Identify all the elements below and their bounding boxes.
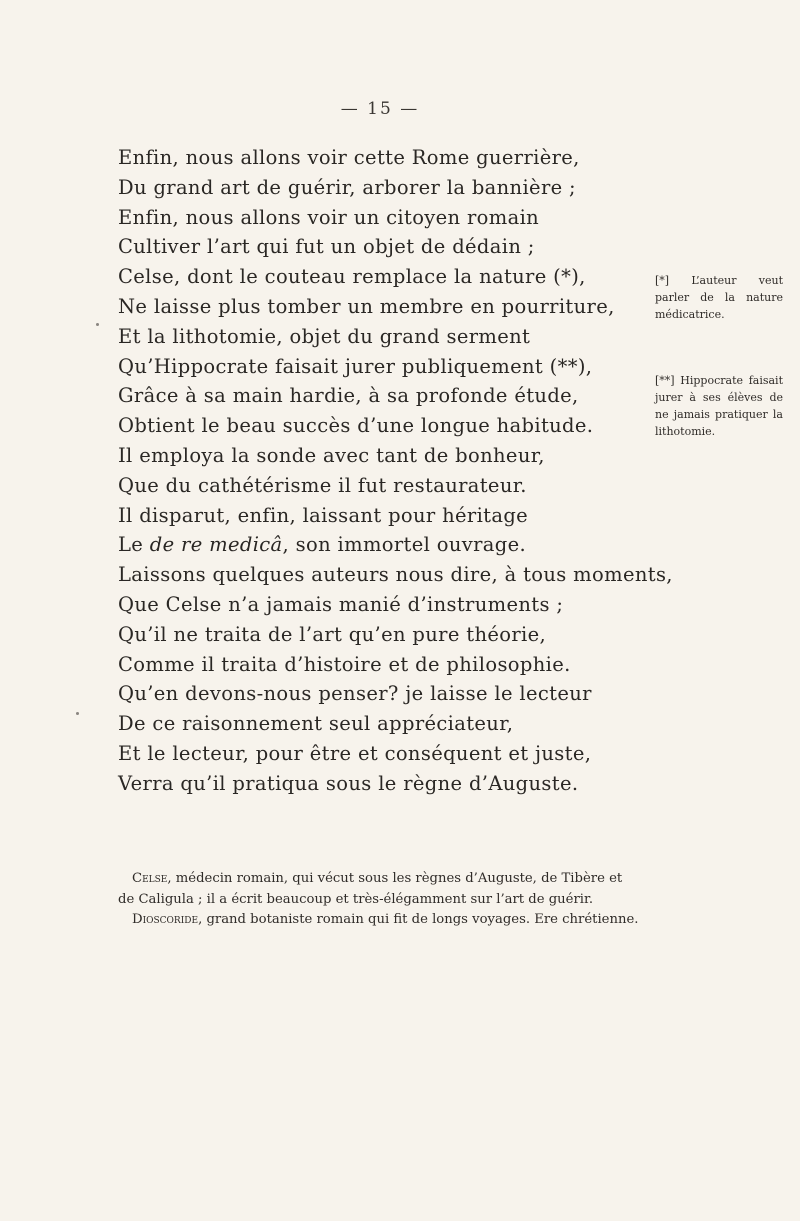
poem-line: Qu’Hippocrate faisait jurer publiquement (**), [118, 354, 593, 378]
poem-line: Qu’il ne traita de l’art qu’en pure théorie, [118, 622, 547, 646]
page-number: — 15 — [340, 99, 420, 119]
paper-speck [76, 712, 79, 715]
margin-note: [**] Hippocrate faisait jurer à ses élèves de ne jamais pratiquer la lithotomie. [655, 374, 783, 438]
poem-line: Que Celse n’a jamais manié d’instruments ; [118, 592, 564, 616]
poem-line: Du grand art de guérir, arborer la bannière ; [118, 175, 576, 199]
poem-line: Grâce à sa main hardie, à sa profonde étude, [118, 384, 579, 408]
poem-line: Qu’en devons-nous penser? je laisse le lecteur [118, 682, 592, 706]
poem-line: Comme il traita d’histoire et de philosophie. [118, 652, 571, 676]
poem [118, 143, 673, 799]
book-title: de re medicâ [149, 533, 283, 557]
poem-line: Et la lithotomie, objet du grand serment [118, 324, 531, 348]
paper-speck [96, 323, 99, 326]
poem-line: Verra qu’il pratiqua sous le règne d’Auguste. [118, 771, 579, 795]
footnotes [118, 869, 658, 931]
poem-line: Enfin, nous allons voir un citoyen romain [118, 205, 540, 229]
poem-line: Ne laisse plus tomber un membre en pourriture, [118, 294, 615, 318]
line-prefix: Le [118, 533, 150, 557]
poem-line: Il employa la sonde avec tant de bonheur, [118, 443, 545, 467]
footnote-dioscoride [118, 910, 658, 931]
line-suffix: , son immortel ouvrage. [282, 533, 527, 557]
footnote-text: , grand botaniste romain qui fit de longs voyages. Ere chrétienne. [198, 912, 639, 927]
poem-line: De ce raisonnement seul appréciateur, [118, 712, 514, 736]
poem-line: Il disparut, enfin, laissant pour héritage [118, 503, 529, 527]
poem-line: Enfin, nous allons voir cette Rome guerrière, [118, 146, 580, 169]
footnote-name: Celse [132, 871, 168, 886]
poem-line: Laissons quelques auteurs nous dire, à tous moments, [118, 563, 673, 587]
poem-line: Obtient le beau succès d’une longue habitude. [118, 414, 594, 438]
poem-line: Celse, dont le couteau remplace la nature (*), [118, 265, 586, 289]
poem-line: Et le lecteur, pour être et conséquent et juste, [118, 741, 592, 765]
poem-line: Cultiver l’art qui fut un objet de dédain ; [118, 235, 535, 259]
footnote-text: , médecin romain, qui vécut sous les règnes d’Auguste, de Tibère et [167, 871, 623, 886]
poem-line [118, 530, 648, 560]
footnote-celse-cont: de Caligula ; il a écrit beaucoup et très-élégamment sur l’art de guérir. [118, 891, 594, 907]
footnote-celse [118, 869, 658, 890]
margin-note: [*] L’auteur veut parler de la nature médicatrice. [655, 274, 783, 321]
footnote-name: Dioscoride [132, 912, 199, 927]
poem-line: Que du cathétérisme il fut restaurateur. [118, 473, 527, 497]
